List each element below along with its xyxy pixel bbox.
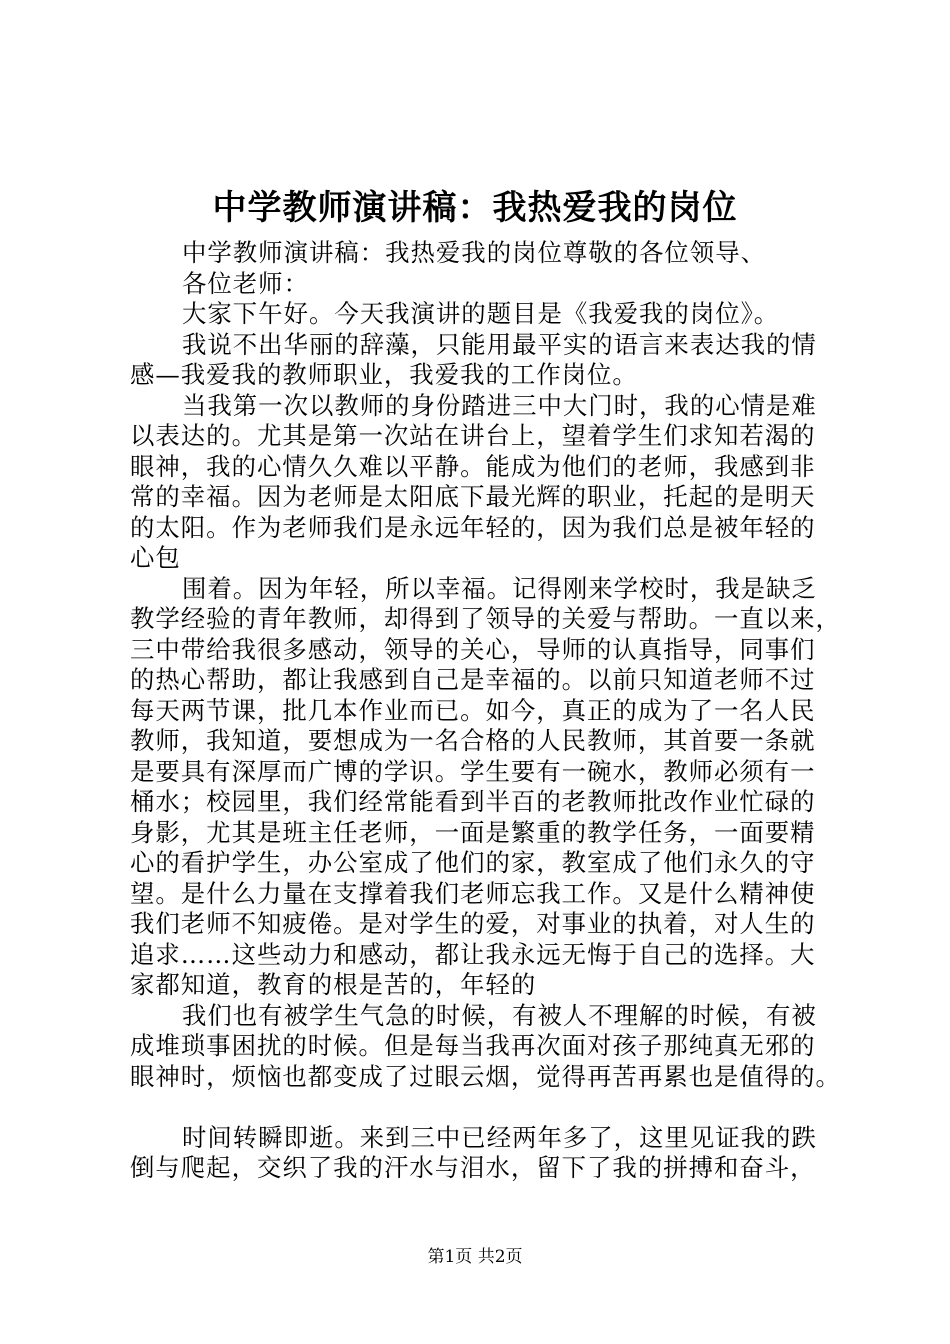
text-line: 心包 — [130, 543, 181, 572]
text-line: 是要具有深厚而广博的学识。学生要有一碗水，教师必须有一 — [130, 756, 816, 786]
text-line: 眼神时，烦恼也都变成了过眼云烟，觉得再苦再累也是值得的。 — [130, 1061, 841, 1091]
blank-line — [130, 1092, 830, 1123]
document-body — [130, 238, 841, 1184]
text-line: 心的看护学生，办公室成了他们的家，教室成了他们永久的守 — [130, 848, 816, 877]
text-line: 我说不出华丽的辞藻，只能用最平实的语言来表达我的情 — [182, 329, 817, 359]
text-line: 时间转瞬即逝。来到三中已经两年多了，这里见证我的跌 — [182, 1122, 817, 1152]
text-line: 身影，尤其是班主任老师，一面是繁重的教学任务，一面要精 — [130, 817, 816, 847]
text-line: 我们老师不知疲倦。是对学生的爱，对事业的执着，对人生的 — [130, 909, 816, 938]
text-line: 追求……这些动力和感动，都让我永远无悔于自己的选择。大 — [130, 939, 816, 969]
text-line: 各位老师： — [182, 268, 309, 298]
text-line: 教师，我知道，要想成为一名合格的人民教师，其首要一条就 — [130, 726, 816, 755]
text-line: 围着。因为年轻，所以幸福。记得刚来学校时，我是缺乏 — [182, 573, 817, 603]
page-footer: 第1页 共2页 — [427, 1247, 523, 1267]
text-line: 三中带给我很多感动，领导的关心，导师的认真指导，同事们 — [130, 634, 816, 664]
text-line: 我们也有被学生气急的时候，有被人不理解的时候，有被 — [182, 1000, 817, 1030]
document-title: 中学教师演讲稿：我热爱我的岗位 — [212, 188, 738, 228]
text-line: 感—我爱我的教师职业，我爱我的工作岗位。 — [130, 360, 638, 389]
text-line: 眼神，我的心情久久难以平静。能成为他们的老师，我感到非 — [130, 451, 816, 481]
text-line: 大家下午好。今天我演讲的题目是《我爱我的岗位》。 — [182, 299, 780, 328]
text-line: 常的幸福。因为老师是太阳底下最光辉的职业，托起的是明天 — [130, 482, 816, 511]
text-line: 教学经验的青年教师，却得到了领导的关爱与帮助。一直以来， — [130, 604, 841, 633]
text-line: 当我第一次以教师的身份踏进三中大门时，我的心情是难 — [182, 390, 817, 420]
text-line: 成堆琐事困扰的时候。但是每当我再次面对孩子那纯真无邪的 — [130, 1031, 816, 1060]
text-line: 桶水；校园里，我们经常能看到半百的老教师批改作业忙碌的 — [130, 787, 816, 816]
text-line: 每天两节课，批几本作业而已。如今，真正的成为了一名人民 — [130, 695, 816, 725]
text-line: 的太阳。作为老师我们是永远年轻的，因为我们总是被年轻的 — [130, 512, 816, 542]
text-line: 以表达的。尤其是第一次站在讲台上，望着学生们求知若渴的 — [130, 421, 816, 450]
text-line: 中学教师演讲稿：我热爱我的岗位尊敬的各位领导、 — [182, 238, 766, 267]
text-line: 望。是什么力量在支撑着我们老师忘我工作。又是什么精神使 — [130, 878, 816, 908]
text-line: 家都知道，教育的根是苦的，年轻的 — [130, 970, 537, 999]
text-line: 倒与爬起，交织了我的汗水与泪水，留下了我的拼搏和奋斗， — [130, 1153, 816, 1182]
text-line: 的热心帮助，都让我感到自己是幸福的。以前只知道老师不过 — [130, 665, 816, 694]
